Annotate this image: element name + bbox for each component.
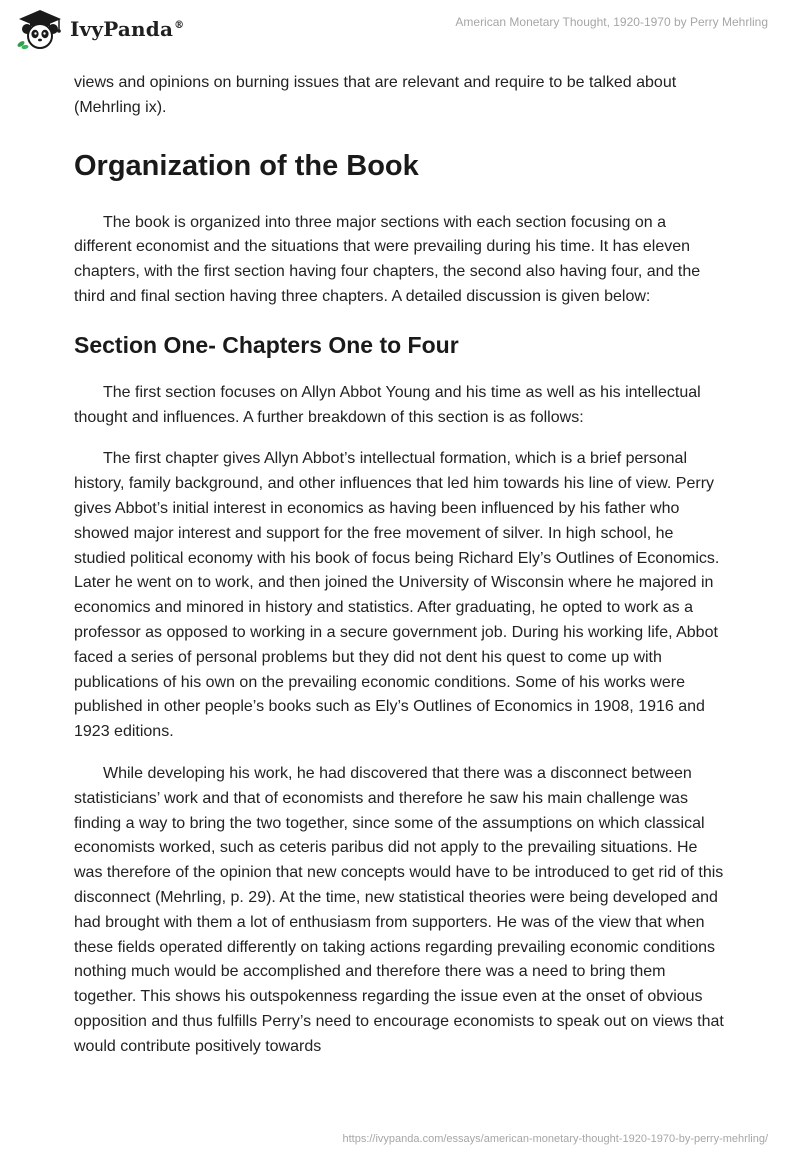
panda-graduate-icon: [16, 8, 64, 50]
page-header: [0, 0, 800, 60]
section-one-paragraph: The first section focuses on Allyn Abbot Young and his time as well as his intellectual thought and influences. A further breakdown of this section is as follows:: [74, 383, 701, 426]
section-one-paragraph: While developing his work, he had discovered that there was a disconnect between statisticians’ work and that of economists and therefore he saw his main challenge was finding a way to bring the two together, since some of the assumptions on which classical economists worked, such as ceteris paribus did not apply to the prevailing situations. He was therefore of the opinion that new concepts would have to be introduced to get rid of this disconnect (Mehrling, p. 29). At the time, new statistical theories were being developed and had brought with them a lot of enthusiasm from supporters. He was of the view that when these fields operated differently on taking actions regarding prevailing economic conditions nothing much would be accomplished and therefore there was a need to bring them together. This shows his outspokenness regarding the issue even at the onset of obvious opposition and thus fulfills Perry’s need to encourage economists to speak out on views that would contribute positively towards: [74, 764, 724, 1055]
article-body: [74, 71, 724, 1060]
document-title: American Monetary Thought, 1920-1970 by Perry Mehrling: [455, 15, 768, 29]
organization-paragraph: The book is organized into three major sections with each section focusing on a different economist and the situations that were prevailing during his time. It has eleven chapters, with the first section having four chapters, the second also having four, and the third and final section having three chapters. A detailed discussion is given below:: [74, 213, 701, 305]
heading-organization: Organization of the Book: [74, 149, 419, 182]
source-url[interactable]: https://ivypanda.com/essays/american-monetary-thought-1920-1970-by-perry-mehrling/: [342, 1133, 768, 1145]
brand-name: IvyPanda®: [70, 17, 185, 41]
intro-paragraph: views and opinions on burning issues that are relevant and require to be talked about (Mehrling ix).: [74, 74, 677, 116]
section-one-paragraph: The first chapter gives Allyn Abbot’s intellectual formation, which is a brief personal history, family background, and other influences that led him towards his line of view. Perry gives Abbot’s initial interest in economics as having been influenced by his father who showed major interest and support for the free movement of silver. In high school, he studied political economy with his book of focus being Richard Ely’s Outlines of Economics. Later he went on to work, and then joined the University of Wisconsin where he majored in economics and minored in history and statistics. After graduating, he opted to work as a professor as opposed to working in a secure government job. During his working life, Abbot faced a series of personal problems but they did not dent his quest to come up with publications of his own on the prevailing economic conditions. Some of his works were published in other people’s books such as Ely’s Outlines of Economics in 1908, 1916 and 1923 editions.: [74, 450, 720, 741]
ivypanda-logo[interactable]: [16, 8, 184, 50]
heading-section-one: Section One- Chapters One to Four: [74, 331, 459, 358]
